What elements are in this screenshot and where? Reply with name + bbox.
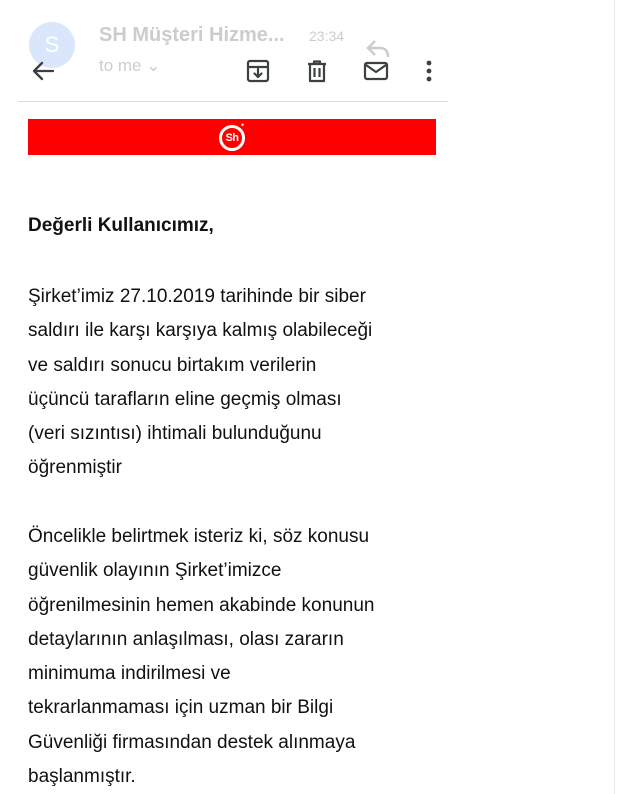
toolbar-divider: [18, 101, 448, 102]
divider-vertical: [614, 0, 615, 794]
toolbar: [0, 46, 450, 96]
email-paragraph-1: Şirket’imiz 27.10.2019 tarihinde bir siber saldırı ile karşı karşıya kalmış olabileceği ve saldırı sonucu birtakım verilerin üçüncü tarafların eline geçmiş olması (veri sızıntısı) ihtimali bulunduğunu öğrenmiştir: [28, 286, 373, 479]
email-greeting: Değerli Kullanıcımız,: [28, 215, 214, 236]
archive-icon: [245, 58, 271, 84]
mail-icon: [363, 58, 389, 84]
trash-icon: [304, 58, 330, 84]
mark-unread-button[interactable]: [361, 56, 391, 86]
brand-logo: Sh •: [217, 122, 247, 152]
brand-banner: [28, 119, 436, 155]
delete-button[interactable]: [302, 56, 332, 86]
more-vert-icon: [416, 58, 442, 84]
archive-button[interactable]: [243, 56, 273, 86]
more-options-button[interactable]: [414, 56, 444, 86]
recipient-details-toggle[interactable]: to me ⌄: [99, 56, 161, 75]
sender-time: 23:34: [309, 28, 345, 44]
sender-name: SH Müşteri Hizme...: [99, 24, 285, 46]
avatar[interactable]: S: [29, 22, 75, 68]
email-body: [28, 210, 448, 788]
email-paragraph-2: Öncelikle belirtmek isteriz ki, söz konusu güvenlik olayının Şirket’imizce öğrenilmesinin hemen akabinde konunun detaylarının anlaşılması, olası zararın minimuma indirilmesi ve tekrarlanmaması için uzman bir Bilgi Güvenliği firmasından destek alınmaya başlanmıştır.: [28, 526, 375, 788]
back-button[interactable]: [28, 56, 58, 86]
arrow-back-icon: [30, 58, 56, 84]
